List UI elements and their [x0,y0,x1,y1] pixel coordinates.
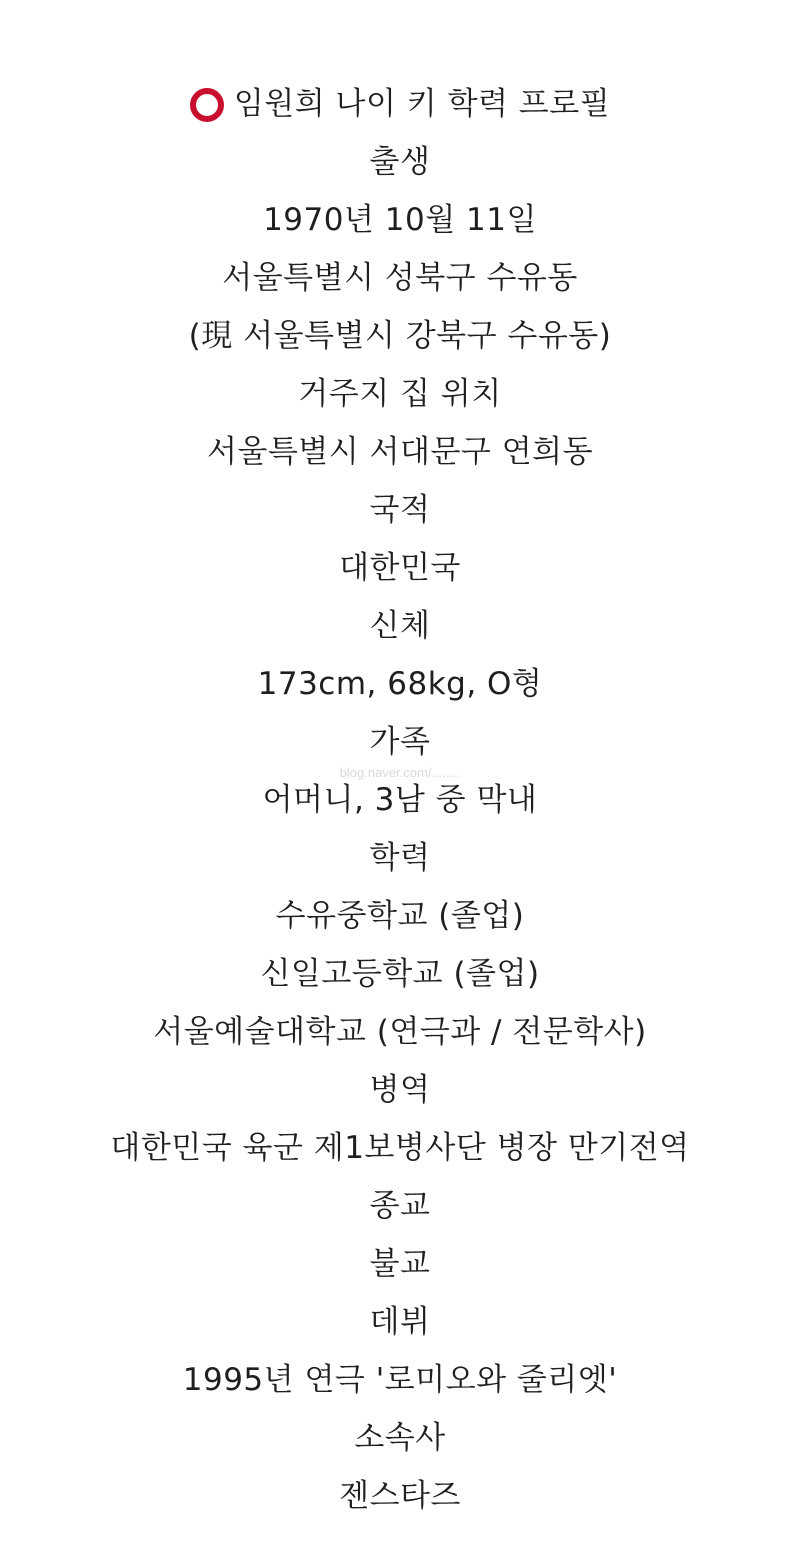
value-debut: 1995년 연극 '로미오와 줄리엣' [182,1362,618,1398]
label-education: 학력 [369,840,431,876]
value-university: 서울예술대학교 (연극과 / 전문학사) [153,1014,647,1050]
label-military: 병역 [369,1072,431,1108]
value-nationality: 대한민국 [339,550,461,586]
value-military: 대한민국 육군 제1보병사단 병장 만기전역 [110,1130,690,1166]
red-circle-icon [190,88,224,122]
label-birth: 출생 [369,144,431,180]
label-religion: 종교 [369,1188,431,1224]
value-family: 어머니, 3남 중 막내 [262,782,538,818]
profile-title-text: 임원희 나이 키 학력 프로필 [233,86,611,122]
label-residence: 거주지 집 위치 [298,376,502,412]
label-body: 신체 [369,608,431,644]
value-middle-school: 수유중학교 (졸업) [275,898,525,934]
label-agency: 소속사 [354,1420,446,1456]
value-residence: 서울특별시 서대문구 연희동 [206,434,594,470]
value-birth-place: 서울특별시 성북구 수유동 [222,260,578,296]
profile-title [190,75,610,133]
value-high-school: 신일고등학교 (졸업) [260,956,540,992]
watermark: blog.naver.com/........ [339,765,461,780]
label-debut: 데뷔 [369,1304,431,1340]
value-birth-place-current: (現 서울특별시 강북구 수유동) [188,318,612,354]
value-agency: 젠스타즈 [339,1478,461,1514]
value-religion: 불교 [369,1246,431,1282]
label-nationality: 국적 [369,492,431,528]
label-family: 가족 [369,724,431,760]
value-body: 173cm, 68kg, O형 [257,666,543,702]
profile-content [0,75,800,1525]
value-birth-date: 1970년 10월 11일 [263,202,537,238]
